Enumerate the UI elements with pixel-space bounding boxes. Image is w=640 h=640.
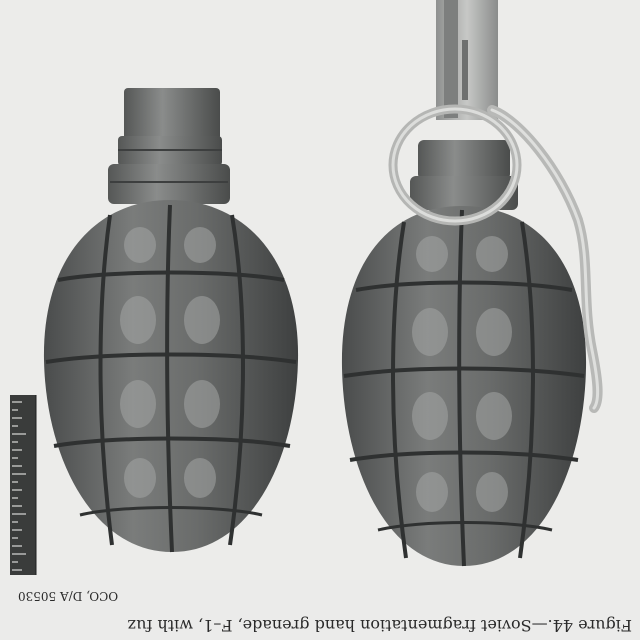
figure-caption: Figure 44.—Soviet fragmentation hand grenade, F–1, with fuz [127,616,632,635]
photo-credit: OCO, D/A 50530 [18,589,119,603]
measuring-scale [10,395,36,575]
